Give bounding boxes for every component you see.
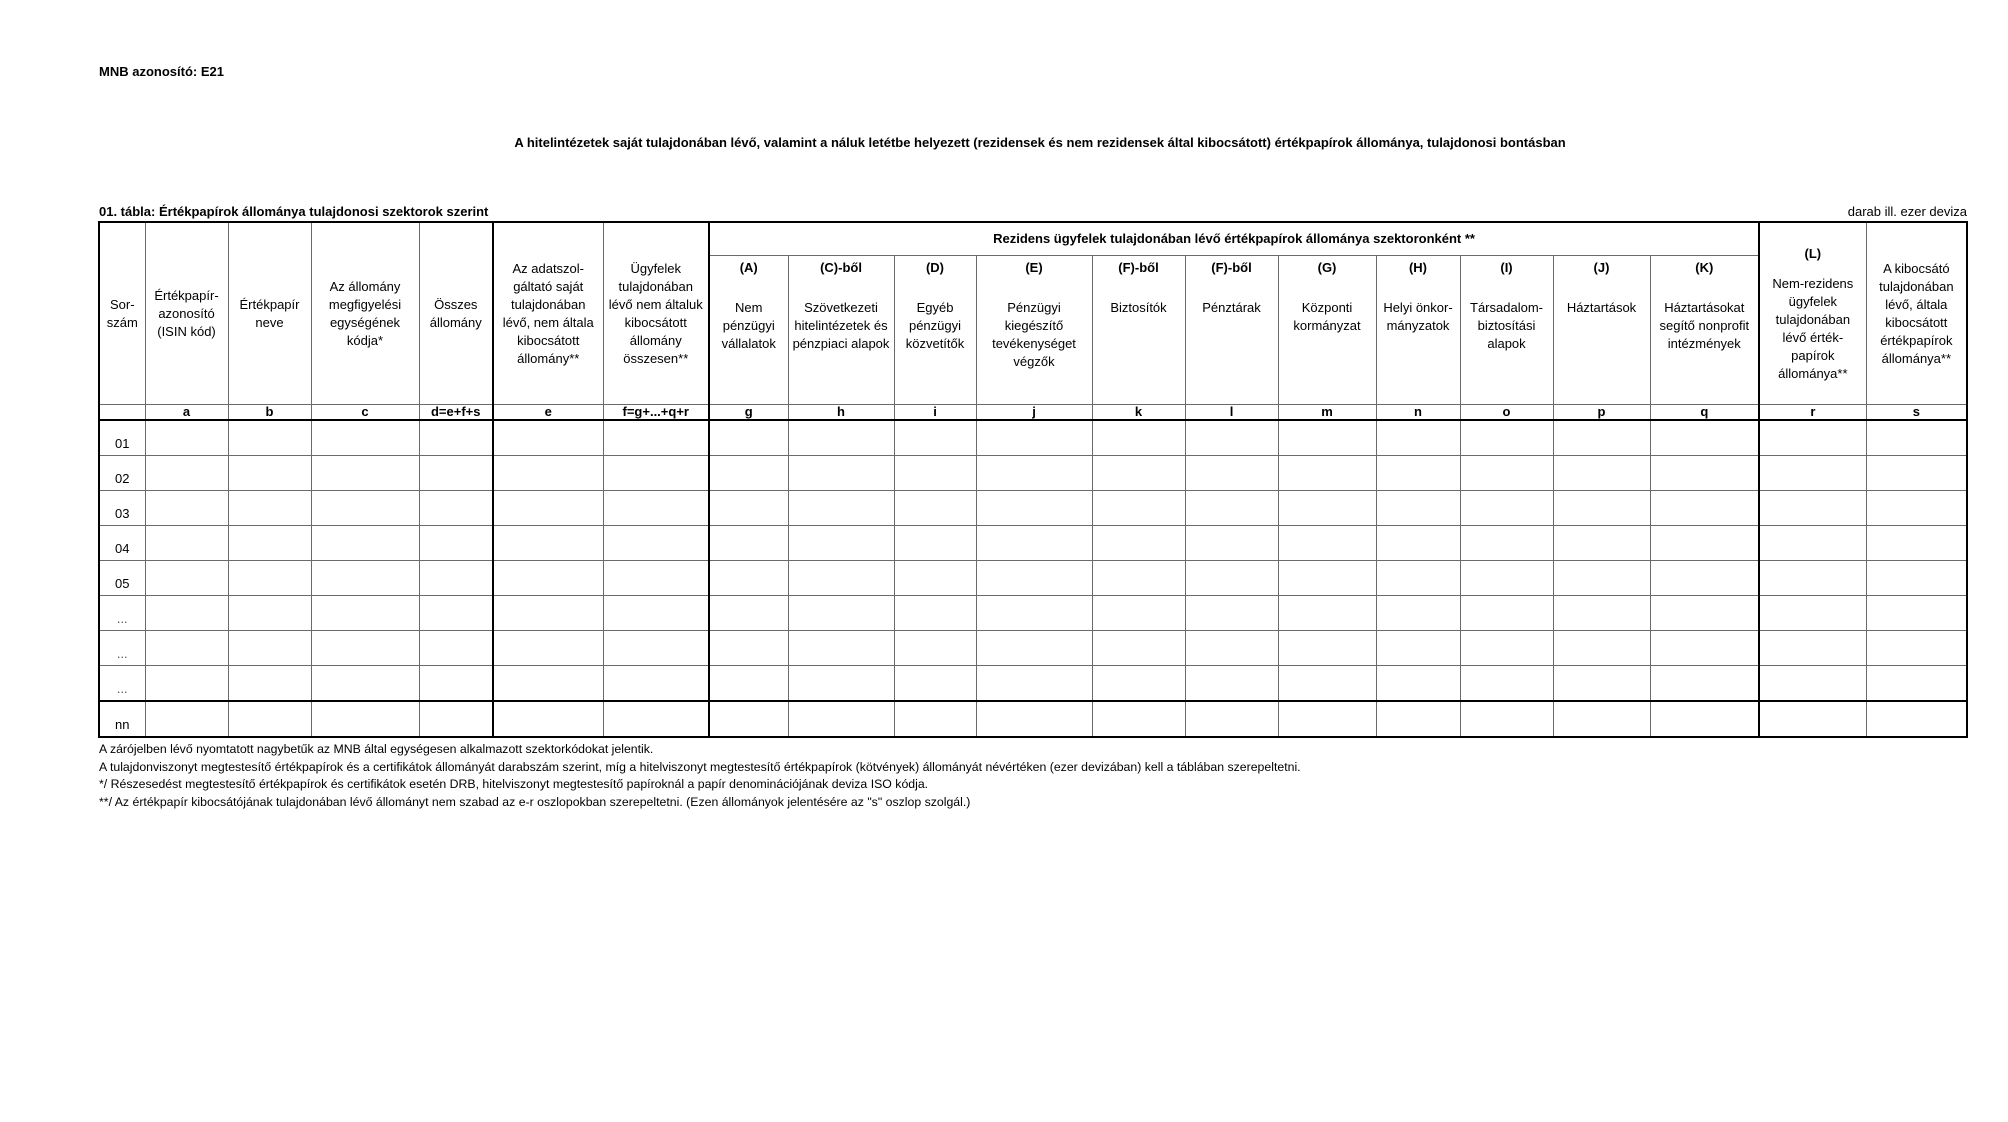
data-cell[interactable] xyxy=(419,491,493,526)
name-h: Szövetkezeti hitelintézetek és pénzpiaci alapok xyxy=(792,300,890,351)
letter-cell: f=g+...+q+r xyxy=(603,405,709,421)
table-row xyxy=(99,596,1967,631)
data-cell[interactable] xyxy=(1460,420,1553,456)
data-cell[interactable] xyxy=(709,526,788,561)
data-cell[interactable] xyxy=(788,491,894,526)
data-cell[interactable] xyxy=(894,666,976,702)
data-cell[interactable] xyxy=(1376,631,1460,666)
name-i: Egyéb pénzügyi közvetítők xyxy=(905,300,965,351)
col-header-i xyxy=(894,256,976,405)
data-cell[interactable] xyxy=(145,456,228,491)
data-cell[interactable] xyxy=(1759,420,1866,456)
form-identifier: MNB azonosító: E21 xyxy=(99,64,224,79)
name-n: Helyi önkor-mányzatok xyxy=(1383,300,1453,333)
col-header-l xyxy=(1185,256,1278,405)
data-cell[interactable] xyxy=(1376,456,1460,491)
col-header-o xyxy=(1460,256,1553,405)
data-cell[interactable] xyxy=(228,631,311,666)
data-cell[interactable] xyxy=(1185,596,1278,631)
footnote: A tulajdonviszonyt megtestesítő értékpapírok és a certifikátok állományát darabszám szerint, míg a hitelviszonyt megtestesítő értékpapírok (kötvények) állományát névértéken (ezer devizában) kell a táblában szerepeltetni. xyxy=(99,759,1301,774)
data-cell[interactable] xyxy=(1278,666,1376,702)
col-header-m xyxy=(1278,256,1376,405)
table-row xyxy=(99,420,1967,456)
data-cell[interactable] xyxy=(709,456,788,491)
data-cell[interactable] xyxy=(1759,631,1866,666)
data-cell[interactable] xyxy=(976,456,1092,491)
data-cell[interactable] xyxy=(1092,491,1185,526)
col-header-k xyxy=(1092,256,1185,405)
footnotes xyxy=(99,741,1301,811)
data-cell[interactable] xyxy=(1759,701,1866,737)
data-cell[interactable] xyxy=(1376,526,1460,561)
data-cell[interactable] xyxy=(976,596,1092,631)
data-cell[interactable] xyxy=(1759,561,1866,596)
data-cell[interactable] xyxy=(1376,420,1460,456)
data-cell[interactable] xyxy=(788,701,894,737)
data-cell[interactable] xyxy=(976,701,1092,737)
row-number: 05 xyxy=(99,561,145,596)
letter-cell: a xyxy=(145,405,228,421)
data-cell[interactable] xyxy=(1185,456,1278,491)
table-row xyxy=(99,631,1967,666)
row-number: ... xyxy=(99,631,145,666)
data-cell[interactable] xyxy=(1866,666,1967,702)
data-cell[interactable] xyxy=(493,561,603,596)
data-cell[interactable] xyxy=(1092,701,1185,737)
footnote: **/ Az értékpapír kibocsátójának tulajdonában lévő állományt nem szabad az e-r oszlopokban szerepeltetni. (Ezen állományok jelentésére az "s" oszlop szolgál.) xyxy=(99,794,971,809)
col-header-p xyxy=(1553,256,1650,405)
data-cell[interactable] xyxy=(1759,491,1866,526)
data-cell[interactable] xyxy=(976,666,1092,702)
data-cell[interactable] xyxy=(493,491,603,526)
data-cell[interactable] xyxy=(419,596,493,631)
data-cell[interactable] xyxy=(1650,420,1759,456)
data-cell[interactable] xyxy=(1185,526,1278,561)
data-cell[interactable] xyxy=(603,631,709,666)
data-cell[interactable] xyxy=(145,666,228,702)
data-cell[interactable] xyxy=(1092,561,1185,596)
data-cell[interactable] xyxy=(788,666,894,702)
data-cell[interactable] xyxy=(1866,491,1967,526)
name-g: Nem pénzügyi vállalatok xyxy=(721,300,776,351)
letter-cell: o xyxy=(1460,405,1553,421)
data-cell[interactable] xyxy=(419,456,493,491)
data-cell[interactable] xyxy=(709,666,788,702)
col-header-own-holdings: Az adatszol-gáltató saját tulajdonában lévő, nem általa kibocsátott állomány** xyxy=(493,222,603,405)
data-cell[interactable] xyxy=(1759,666,1866,702)
data-cell[interactable] xyxy=(603,420,709,456)
data-cell[interactable] xyxy=(145,631,228,666)
table-row xyxy=(99,526,1967,561)
data-cell[interactable] xyxy=(976,420,1092,456)
letter-cell: b xyxy=(228,405,311,421)
data-cell[interactable] xyxy=(1759,456,1866,491)
data-cell[interactable] xyxy=(1278,491,1376,526)
footnote: A zárójelben lévő nyomtatott nagybetűk az MNB által egységesen alkalmazott szektorkódokat jelentik. xyxy=(99,742,654,756)
data-cell[interactable] xyxy=(311,526,419,561)
data-cell[interactable] xyxy=(976,631,1092,666)
data-cell[interactable] xyxy=(1460,561,1553,596)
code-l: (F)-ből xyxy=(1211,260,1252,275)
col-header-unit-code: Az állomány megfigyelési egységének kódja* xyxy=(311,222,419,405)
data-cell[interactable] xyxy=(603,596,709,631)
data-cell[interactable] xyxy=(1866,456,1967,491)
data-cell[interactable] xyxy=(1460,666,1553,702)
data-cell[interactable] xyxy=(788,456,894,491)
row-number: ... xyxy=(99,596,145,631)
letter-cell: n xyxy=(1376,405,1460,421)
data-cell[interactable] xyxy=(976,491,1092,526)
data-cell[interactable] xyxy=(1376,596,1460,631)
data-cell[interactable] xyxy=(1650,596,1759,631)
data-cell[interactable] xyxy=(1866,526,1967,561)
data-cell[interactable] xyxy=(788,526,894,561)
group-header-resident: Rezidens ügyfelek tulajdonában lévő értékpapírok állománya szektoronként ** xyxy=(709,222,1759,256)
data-cell[interactable] xyxy=(894,456,976,491)
data-cell[interactable] xyxy=(1278,456,1376,491)
data-cell[interactable] xyxy=(894,420,976,456)
data-cell[interactable] xyxy=(228,666,311,702)
data-cell[interactable] xyxy=(603,666,709,702)
data-cell[interactable] xyxy=(1460,491,1553,526)
table-row xyxy=(99,666,1967,702)
document-title: A hitelintézetek saját tulajdonában lévő, valamint a náluk letétbe helyezett (rezidensek és nem rezidensek által kibocsátott) értékpapírok állománya, tulajdonosi bontásban xyxy=(514,135,1566,150)
data-cell[interactable] xyxy=(709,631,788,666)
data-cell[interactable] xyxy=(1185,666,1278,702)
data-cell[interactable] xyxy=(493,526,603,561)
data-cell[interactable] xyxy=(1650,701,1759,737)
data-cell[interactable] xyxy=(1866,420,1967,456)
data-cell[interactable] xyxy=(1092,666,1185,702)
data-cell[interactable] xyxy=(976,526,1092,561)
data-cell[interactable] xyxy=(1866,561,1967,596)
code-g: (A) xyxy=(739,260,758,275)
data-cell[interactable] xyxy=(311,491,419,526)
letter-cell: h xyxy=(788,405,894,421)
table-row xyxy=(99,456,1967,491)
name-j: Pénzügyi kiegészítő tevékenységet végzők xyxy=(992,300,1076,369)
data-cell[interactable] xyxy=(1092,596,1185,631)
col-header-isin: Értékpapír-azonosító (ISIN kód) xyxy=(145,222,228,405)
data-cell[interactable] xyxy=(976,561,1092,596)
data-cell[interactable] xyxy=(228,456,311,491)
data-cell[interactable] xyxy=(1460,701,1553,737)
data-cell[interactable] xyxy=(228,596,311,631)
data-cell[interactable] xyxy=(1185,420,1278,456)
data-cell[interactable] xyxy=(603,491,709,526)
data-cell[interactable] xyxy=(1278,561,1376,596)
data-cell[interactable] xyxy=(894,701,976,737)
row-number: ... xyxy=(99,666,145,702)
data-cell[interactable] xyxy=(419,631,493,666)
code-o: (I) xyxy=(1500,260,1513,275)
data-cell[interactable] xyxy=(788,420,894,456)
code-n: (H) xyxy=(1408,260,1428,275)
data-cell[interactable] xyxy=(1650,456,1759,491)
data-cell[interactable] xyxy=(1278,526,1376,561)
data-cell[interactable] xyxy=(1553,596,1650,631)
data-cell[interactable] xyxy=(1376,701,1460,737)
data-cell[interactable] xyxy=(1278,596,1376,631)
letter-cell: l xyxy=(1185,405,1278,421)
data-cell[interactable] xyxy=(1185,561,1278,596)
data-cell[interactable] xyxy=(145,491,228,526)
data-cell[interactable] xyxy=(603,701,709,737)
letter-cell-empty xyxy=(99,405,145,421)
data-cell[interactable] xyxy=(709,596,788,631)
data-cell[interactable] xyxy=(1650,631,1759,666)
col-header-sorszam: Sor-szám xyxy=(99,222,145,405)
data-cell[interactable] xyxy=(228,526,311,561)
data-cell[interactable] xyxy=(1092,420,1185,456)
data-cell[interactable] xyxy=(603,456,709,491)
letter-cell: p xyxy=(1553,405,1650,421)
column-letter-row xyxy=(99,405,1967,421)
data-cell[interactable] xyxy=(1278,420,1376,456)
letter-cell: j xyxy=(976,405,1092,421)
data-cell[interactable] xyxy=(493,420,603,456)
data-cell[interactable] xyxy=(894,491,976,526)
name-q: Háztartásokat segítő nonprofit intézmények xyxy=(1659,300,1750,351)
data-cell[interactable] xyxy=(311,420,419,456)
row-number: nn xyxy=(99,701,145,737)
code-m: (G) xyxy=(1317,260,1337,275)
data-cell[interactable] xyxy=(1185,491,1278,526)
data-cell[interactable] xyxy=(709,420,788,456)
data-cell[interactable] xyxy=(1376,491,1460,526)
data-cell[interactable] xyxy=(1759,526,1866,561)
data-cell[interactable] xyxy=(1278,631,1376,666)
data-cell[interactable] xyxy=(493,631,603,666)
col-header-name: Értékpapír neve xyxy=(228,222,311,405)
data-cell[interactable] xyxy=(1553,701,1650,737)
name-o: Társadalom-biztosítási alapok xyxy=(1470,300,1543,351)
data-cell[interactable] xyxy=(493,701,603,737)
data-cell[interactable] xyxy=(1460,596,1553,631)
code-p: (J) xyxy=(1593,260,1610,275)
letter-cell: q xyxy=(1650,405,1759,421)
code-k: (F)-ből xyxy=(1118,260,1159,275)
data-cell[interactable] xyxy=(145,420,228,456)
footnote: */ Részesedést megtestesítő értékpapírok és certifikátok esetén DRB, hitelviszonyt megtestesítő papíroknál a papír denominációjának deviza ISO kódja. xyxy=(99,777,929,791)
data-cell[interactable] xyxy=(1553,526,1650,561)
col-header-n xyxy=(1376,256,1460,405)
row-number: 03 xyxy=(99,491,145,526)
data-cell[interactable] xyxy=(311,596,419,631)
data-cell[interactable] xyxy=(1376,666,1460,702)
name-m: Központi kormányzat xyxy=(1293,300,1361,333)
data-cell[interactable] xyxy=(1553,420,1650,456)
row-number: 01 xyxy=(99,420,145,456)
data-cell[interactable] xyxy=(709,561,788,596)
table-row xyxy=(99,561,1967,596)
data-cell[interactable] xyxy=(1553,631,1650,666)
data-cell[interactable] xyxy=(228,701,311,737)
data-cell[interactable] xyxy=(1553,456,1650,491)
code-r: (L) xyxy=(1804,245,1822,261)
data-cell[interactable] xyxy=(419,666,493,702)
data-cell[interactable] xyxy=(1553,561,1650,596)
data-cell[interactable] xyxy=(1553,666,1650,702)
data-cell[interactable] xyxy=(493,596,603,631)
data-cell[interactable] xyxy=(1460,631,1553,666)
data-cell[interactable] xyxy=(419,701,493,737)
data-cell[interactable] xyxy=(145,561,228,596)
data-cell[interactable] xyxy=(603,561,709,596)
table-body xyxy=(99,420,1967,737)
name-r: Nem-rezidens ügyfelek tulajdonában lévő érték-papírok állománya** xyxy=(1772,275,1854,381)
unit-note: darab ill. ezer deviza xyxy=(1847,204,1967,219)
data-cell[interactable] xyxy=(228,420,311,456)
data-cell[interactable] xyxy=(1185,701,1278,737)
data-cell[interactable] xyxy=(311,666,419,702)
data-cell[interactable] xyxy=(1185,631,1278,666)
data-cell[interactable] xyxy=(1460,526,1553,561)
letter-cell: k xyxy=(1092,405,1185,421)
code-j: (E) xyxy=(1025,260,1043,275)
data-cell[interactable] xyxy=(894,596,976,631)
data-cell[interactable] xyxy=(1866,631,1967,666)
col-header-q xyxy=(1650,256,1759,405)
data-cell[interactable] xyxy=(1650,526,1759,561)
securities-table xyxy=(98,221,1968,738)
letter-cell: g xyxy=(709,405,788,421)
col-header-issuer: A kibocsátó tulajdonában lévő, általa kibocsátott értékpapírok állománya** xyxy=(1866,222,1967,405)
data-cell[interactable] xyxy=(145,701,228,737)
data-cell[interactable] xyxy=(1759,596,1866,631)
row-number: 04 xyxy=(99,526,145,561)
data-cell[interactable] xyxy=(1650,491,1759,526)
data-cell[interactable] xyxy=(709,491,788,526)
row-number: 02 xyxy=(99,456,145,491)
data-cell[interactable] xyxy=(788,561,894,596)
data-cell[interactable] xyxy=(603,526,709,561)
col-header-h xyxy=(788,256,894,405)
letter-cell: s xyxy=(1866,405,1967,421)
col-header-client-holdings: Ügyfelek tulajdonában lévő nem általuk kibocsátott állomány összesen** xyxy=(603,222,709,405)
data-cell[interactable] xyxy=(1092,631,1185,666)
data-cell[interactable] xyxy=(493,456,603,491)
name-l: Pénztárak xyxy=(1202,300,1261,315)
col-header-total: Összes állomány xyxy=(419,222,493,405)
data-cell[interactable] xyxy=(311,561,419,596)
col-header-g xyxy=(709,256,788,405)
letter-cell: e xyxy=(493,405,603,421)
code-i: (D) xyxy=(925,260,945,275)
data-cell[interactable] xyxy=(1866,596,1967,631)
data-cell[interactable] xyxy=(1376,561,1460,596)
code-h: (C)-ből xyxy=(820,260,862,275)
data-cell[interactable] xyxy=(709,701,788,737)
data-cell[interactable] xyxy=(1278,701,1376,737)
data-cell[interactable] xyxy=(1092,526,1185,561)
col-header-j xyxy=(976,256,1092,405)
table-caption: 01. tábla: Értékpapírok állománya tulajdonosi szektorok szerint xyxy=(99,204,489,219)
data-cell[interactable] xyxy=(145,526,228,561)
data-cell[interactable] xyxy=(228,561,311,596)
data-cell[interactable] xyxy=(1650,666,1759,702)
data-cell[interactable] xyxy=(1460,456,1553,491)
data-cell[interactable] xyxy=(1650,561,1759,596)
data-cell[interactable] xyxy=(894,631,976,666)
table-row xyxy=(99,701,1967,737)
table-row xyxy=(99,491,1967,526)
data-cell[interactable] xyxy=(311,701,419,737)
data-cell[interactable] xyxy=(1553,491,1650,526)
data-cell[interactable] xyxy=(788,631,894,666)
name-k: Biztosítók xyxy=(1110,300,1167,315)
data-cell[interactable] xyxy=(419,561,493,596)
code-q: (K) xyxy=(1695,260,1714,275)
data-cell[interactable] xyxy=(228,491,311,526)
letter-cell: c xyxy=(311,405,419,421)
letter-cell: i xyxy=(894,405,976,421)
data-cell[interactable] xyxy=(788,596,894,631)
data-cell[interactable] xyxy=(419,526,493,561)
data-cell[interactable] xyxy=(1866,701,1967,737)
letter-cell: r xyxy=(1759,405,1866,421)
data-cell[interactable] xyxy=(311,631,419,666)
data-cell[interactable] xyxy=(311,456,419,491)
data-cell[interactable] xyxy=(145,596,228,631)
name-p: Háztartások xyxy=(1566,300,1637,315)
letter-cell: d=e+f+s xyxy=(419,405,493,421)
letter-cell: m xyxy=(1278,405,1376,421)
data-cell[interactable] xyxy=(894,561,976,596)
col-header-nonresident xyxy=(1759,222,1866,405)
data-cell[interactable] xyxy=(493,666,603,702)
data-cell[interactable] xyxy=(894,526,976,561)
data-cell[interactable] xyxy=(419,420,493,456)
data-cell[interactable] xyxy=(1092,456,1185,491)
